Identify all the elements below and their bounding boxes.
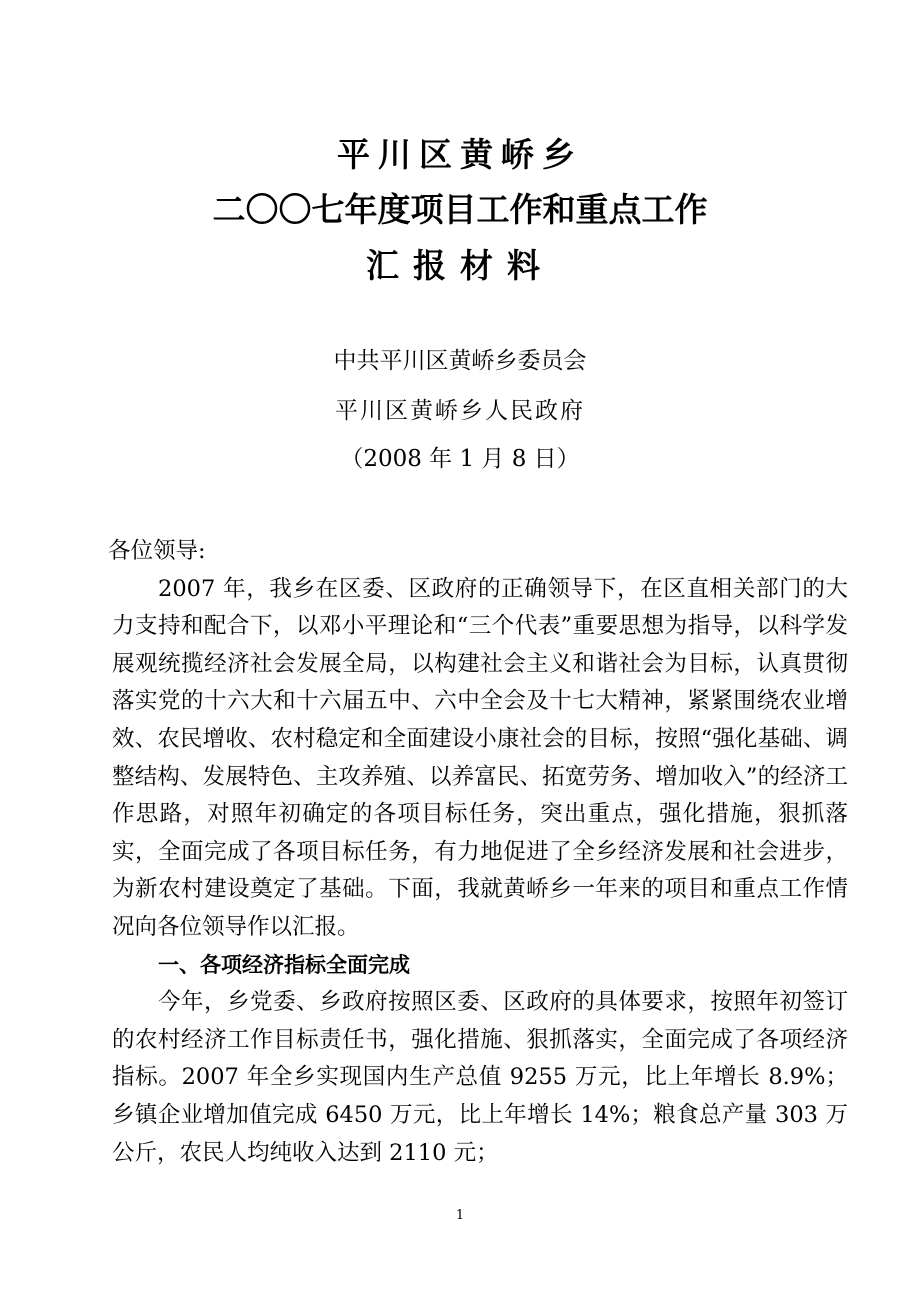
title-line-1: 平川区黄峤乡: [337, 135, 583, 174]
report-date: （2008 年 1 月 8 日）: [340, 446, 580, 472]
issuer-party-committee: 中共平川区黄峤乡委员会: [333, 348, 587, 374]
greeting: 各位领导:: [108, 538, 206, 564]
document-body: [108, 533, 848, 1172]
issuer-government: 平川区黄峤乡人民政府: [335, 398, 585, 424]
title-line-2: 二〇〇七年度项目工作和重点工作: [212, 190, 708, 229]
paragraph-economic-indicators: 今年，乡党委、乡政府按照区委、区政府的具体要求，按照年初签订的农村经济工作目标责任书，强化措施、狠抓落实，全面完成了各项经济指标。2007 年全乡实现国内生产总值 9255 万元，比上年增长 8.9%；乡镇企业增加值完成 6450 万元，比上年增长 14%；粮食总产量 303 万公斤，农民人均纯收入达到 2110 元；: [112, 989, 848, 1166]
page-number: 1: [455, 1208, 465, 1223]
section-heading-1: 一、各项经济指标全面完成: [158, 952, 410, 977]
paragraph-intro: 2007 年，我乡在区委、区政府的正确领导下，在区直相关部门的大力支持和配合下，以邓小平理论和“三个代表”重要思想为指导，以科学发展观统揽经济社会发展全局，以构建社会主义和谐社会为目标，认真贯彻落实党的十六大和十六届五中、六中全会及十七大精神，紧紧围绕农业增效、农民增收、农村稳定和全面建设小康社会的目标，按照“强化基础、调整结构、发展特色、主攻养殖、以养富民、拓宽劳务、增加收入”的经济工作思路，对照年初确定的各项目标任务，突出重点，强化措施，狠抓落实，全面完成了各项目标任务，有力地促进了全乡经济发展和社会进步，为新农村建设奠定了基础。下面，我就黄峤乡一年来的项目和重点工作情况向各位领导作以汇报。: [112, 575, 848, 940]
title-line-3: 汇报材料: [366, 246, 554, 285]
